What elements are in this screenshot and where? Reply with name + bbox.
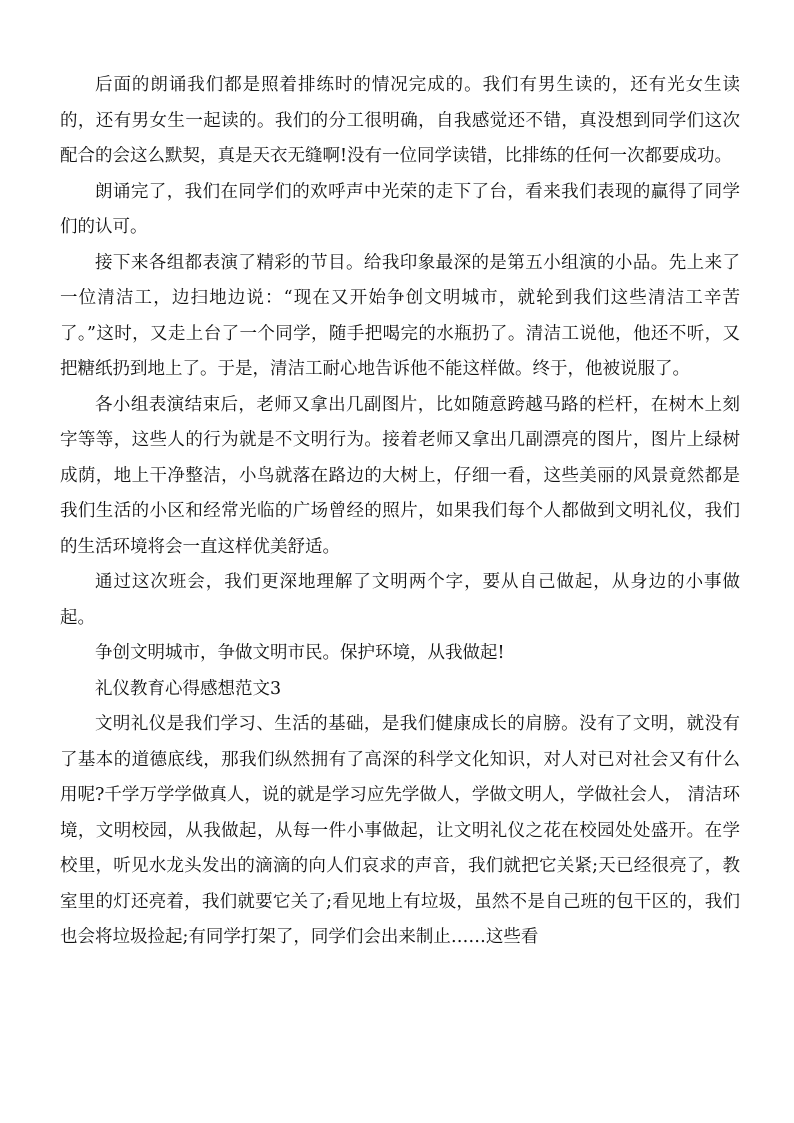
paragraph-pictures: 各小组表演结束后，老师又拿出几副图片，比如随意跨越马路的栏杆，在树木上刻字等等，这些人的行为就是不文明行为。接着老师又拿出几副漂亮的图片，图片上绿树成荫，地上干净整洁，小鸟就落在路边的大树上，仔细一看，这些美丽的风景竟然都是我们生活的小区和经常光临的广场曾经的照片，如果我们每个人都做到文明礼仪，我们的生活环境将会一直这样优美舒适。	[60, 394, 740, 557]
section-heading: 礼仪教育心得感想范文3	[95, 678, 282, 699]
paragraph-group-performances: 接下来各组都表演了精彩的节目。给我印象最深的是第五小组演的小品。先上来了一位清洁工，边扫地边说：“现在又开始争创文明城市，就轮到我们这些清洁工辛苦了。”这时，又走上台了一个同学，随手把喝完的水瓶扔了。清洁工说他，他还不听，又把糖纸扔到地上了。于是，清洁工耐心地告诉他不能这样做。终于，他被说服了。	[60, 252, 740, 379]
paragraph-slogan: 争创文明城市，争做文明市民。保护环境，从我做起!	[95, 643, 505, 663]
document-page	[60, 68, 740, 956]
paragraph-class-meeting: 通过这次班会，我们更深地理解了文明两个字，要从自己做起，从身边的小事做起。	[60, 572, 740, 628]
paragraph-recital-finished: 朗诵完了，我们在同学们的欢呼声中光荣的走下了台，看来我们表现的赢得了同学们的认可。	[60, 181, 740, 237]
paragraph-civility-essay: 文明礼仪是我们学习、生活的基础，是我们健康成长的肩膀。没有了文明，就没有了基本的道德底线，那我们纵然拥有了高深的科学文化知识，对人对已对社会又有什么用呢?千学万学学做真人，说的就是学习应先学做人，学做文明人，学做社会人， 清洁环境，文明校园，从我做起，从每一件小事做起，让文明礼仪之花在校园处处盛开。在学校里，听见水龙头发出的滴滴的向人们哀求的声音，我们就把它关紧;天已经很亮了，教室里的灯还亮着，我们就要它关了;看见地上有垃圾，虽然不是自己班的包干区的，我们也会将垃圾捡起;有同学打架了，同学们会出来制止……这些看	[60, 714, 740, 947]
paragraph-recital: 后面的朗诵我们都是照着排练时的情况完成的。我们有男生读的，还有光女生读的，还有男女生一起读的。我们的分工很明确，自我感觉还不错，真没想到同学们这次配合的会这么默契，真是天衣无缝啊!没有一位同学读错，比排练的任何一次都要成功。	[60, 75, 740, 166]
